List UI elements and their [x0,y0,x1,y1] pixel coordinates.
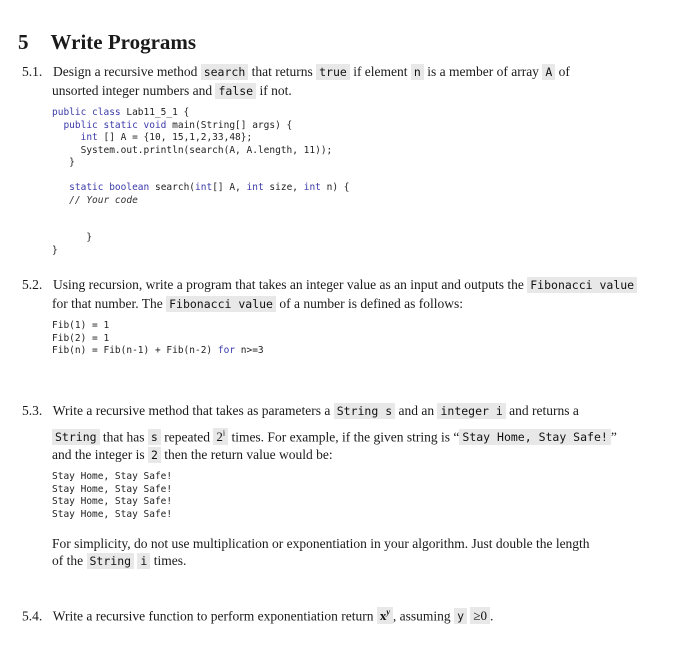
q1-text: is a member of array [427,64,539,79]
code-line: size, [263,182,304,193]
code-line: Fib(1) = 1 [52,320,110,331]
q3-note: times. [153,553,187,568]
q4-number: 5.4. [22,608,43,624]
q3-text: that has [102,429,145,445]
q3-line1 [22,402,579,420]
code-line: System.out.println(search(A, A.length, 11)); [80,144,333,156]
q3-text: and returns a [509,403,579,418]
q4-line1 [22,604,493,625]
q1-line2 [52,82,292,100]
q3-note-line1 [52,535,590,553]
output-line: Stay Home, Stay Safe! [52,508,173,520]
code-line: Fib(2) = 1 [52,332,110,344]
q3-output-block [52,471,172,521]
q2-number: 5.2. [22,277,43,292]
code-keyword: int [195,182,213,193]
q3-line3 [52,446,333,464]
q3-text: then the return value would be: [164,447,333,462]
code-line: Lab11_5_1 { [120,107,190,118]
code-line: search( [149,182,196,193]
code-line: n) { [320,182,350,193]
code-line: } [52,244,58,256]
math-y-exponent: y [386,608,390,617]
q1-text: of [558,64,570,79]
code-string: String [87,553,135,569]
q2-line2 [52,295,463,313]
output-line: Stay Home, Stay Safe! [52,471,173,482]
q1-text: that returns [251,64,313,79]
math-x: x [379,608,387,624]
code-i: i [137,553,150,569]
section-number: 5 [18,30,29,54]
q1-text: Design a recursive method [53,64,198,79]
q4-text: . [490,608,494,624]
code-fibonacci-value: Fibonacci value [527,277,637,293]
q2-text: of a number is defined as follows: [279,296,464,311]
code-keyword: public static void [63,119,167,131]
code-A: A [542,64,555,80]
q1-text: if element [353,64,408,79]
code-keyword: int [246,182,264,193]
output-line: Stay Home, Stay Safe! [52,496,173,507]
q1-number: 5.1. [22,64,43,79]
code-keyword: public class [52,107,121,118]
code-example-string: Stay Home, Stay Safe! [459,429,610,445]
code-false: false [215,83,256,99]
code-true: true [316,64,350,80]
code-line: [] A = {10, 15,1,2,33,48}; [97,132,253,143]
q3-text: and an [398,403,435,418]
code-comment: // Your code [69,194,138,206]
code-line: } [86,232,93,243]
q2-text: Using recursion, write a program that takes an integer value as an input and outputs the [53,277,524,292]
code-two: 2 [148,447,161,463]
q2-line1 [22,276,637,294]
code-line: } [69,157,75,168]
code-string-s: String s [334,403,395,419]
q3-text: and the integer is [52,447,145,462]
q3-text: ” [610,429,617,445]
code-string: String [52,429,100,445]
code-integer-i: integer i [437,403,505,419]
math-ge-zero: ≥0 [470,607,490,624]
code-line: n>=3 [235,345,264,356]
q3-line2 [52,425,617,446]
code-keyword: int [80,132,98,143]
code-s: s [148,429,161,445]
section-title: Write Programs [50,30,197,54]
code-y: y [454,608,467,624]
q3-note: For simplicity, do not use multiplication or exponentiation in your algorithm. Just double the length [52,536,590,551]
math-x-power-y [377,607,393,624]
q2-code-block [52,320,264,358]
q3-note: of the [52,553,84,568]
q3-text: Write a recursive method that takes as parameters a [52,403,331,418]
code-fibonacci-value: Fibonacci value [166,296,276,312]
code-keyword: for [217,345,236,356]
section-heading [18,30,196,55]
power-base: 2 [216,429,223,445]
q1-text: if not. [259,83,292,98]
q3-text: repeated [164,429,210,445]
q1-text: unsorted integer numbers and [52,83,213,98]
power-exponent: i [222,429,226,438]
q1-line1 [22,63,570,81]
q3-text: times. For example, if the given string is “ [231,429,460,445]
q4-text: , assuming [392,608,451,624]
code-line: main(String[] args) { [166,119,293,131]
code-search: search [201,64,249,80]
q4-text: Write a recursive function to perform exponentiation return [52,608,374,624]
q3-number: 5.3. [22,403,43,418]
math-power [213,428,228,445]
code-line: [] A, [212,182,247,193]
q1-code-block [52,107,350,257]
code-keyword: static boolean [69,182,150,193]
code-n: n [411,64,424,80]
code-line: Fib(n) = Fib(n-1) + Fib(n-2) [52,345,218,356]
q2-text: for that number. The [52,296,163,311]
q3-note-line2 [52,552,186,570]
output-line: Stay Home, Stay Safe! [52,483,173,495]
code-keyword: int [303,182,321,193]
